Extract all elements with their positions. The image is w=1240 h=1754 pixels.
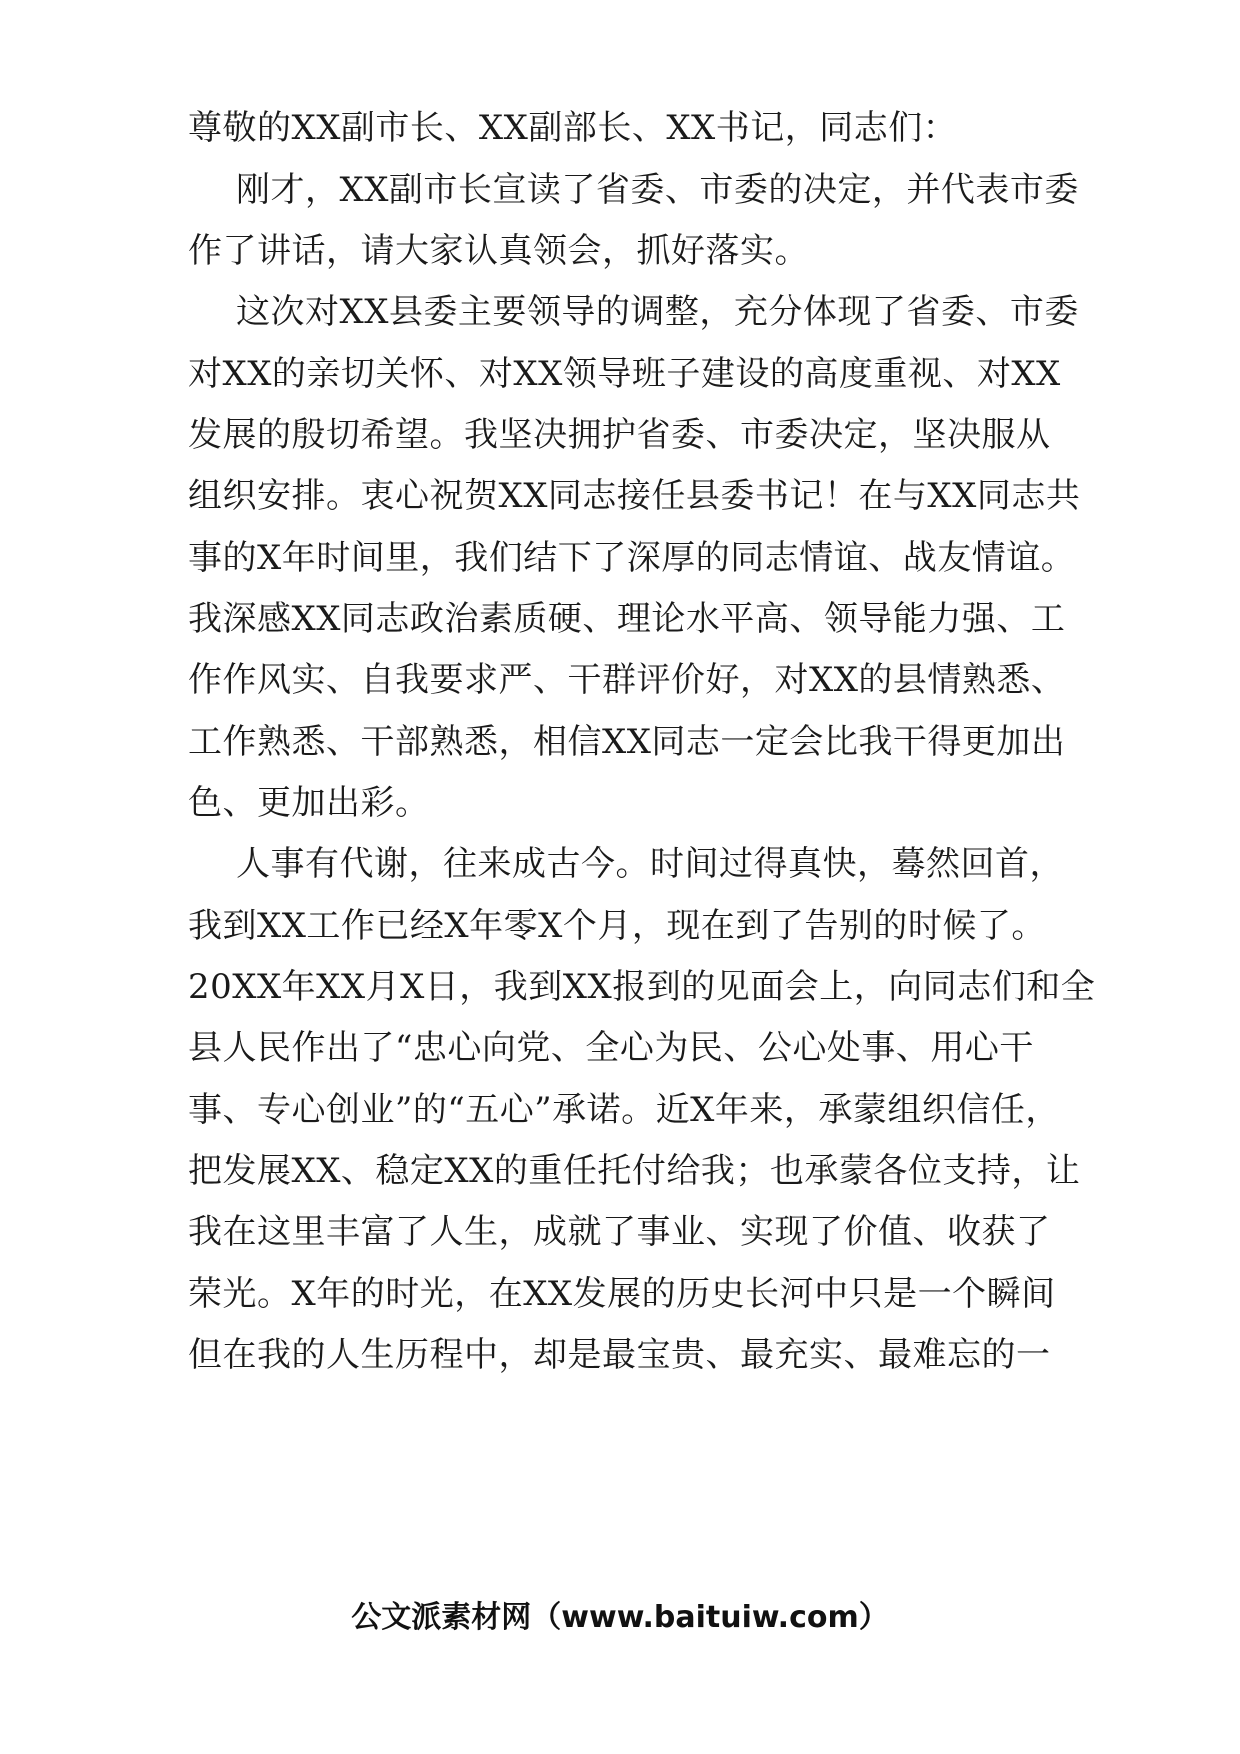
paragraph-line: 事的X年时间里，我们结下了深厚的同志情谊、战友情谊。 [188, 538, 1076, 578]
paragraph-line: 荣光。X年的时光，在XX发展的历史长河中只是一个瞬间 [188, 1274, 1056, 1314]
paragraph-line: 工作熟悉、干部熟悉，相信XX同志一定会比我干得更加出 [188, 722, 1066, 762]
paragraph-line: 20XX年XX月X日，我到XX报到的见面会上，向同志们和全 [188, 967, 1096, 1007]
paragraph-line: 我到XX工作已经X年零X个月，现在到了告别的时候了。 [188, 906, 1046, 946]
footer-watermark: 公文派素材网（www.baituiw.com） [351, 1600, 889, 1635]
paragraph-line: 我在这里丰富了人生，成就了事业、实现了价值、收获了 [188, 1212, 1051, 1252]
paragraph-line: 作作风实、自我要求严、干群评价好，对XX的县情熟悉、 [188, 660, 1066, 700]
paragraph-line: 我深感XX同志政治素质硬、理论水平高、领导能力强、工 [188, 599, 1066, 639]
paragraph-line: 事、专心创业”的“五心”承诺。近X年来，承蒙组织信任， [188, 1090, 1060, 1130]
paragraph-line: 作了讲话，请大家认真领会，抓好落实。 [188, 231, 809, 271]
salutation-line: 尊敬的XX副市长、XX副部长、XX书记，同志们： [188, 108, 958, 148]
paragraph-line: 对XX的亲切关怀、对XX领导班子建设的高度重视、对XX [188, 354, 1061, 394]
paragraph-line: 人事有代谢，往来成古今。时间过得真快，蓦然回首， [236, 844, 1064, 884]
paragraph-line: 县人民作出了“忠心向党、全心为民、公心处事、用心干 [188, 1028, 1034, 1068]
paragraph-line: 把发展XX、稳定XX的重任托付给我；也承蒙各位支持，让 [188, 1151, 1081, 1191]
paragraph-line: 组织安排。衷心祝贺XX同志接任县委书记！在与XX同志共 [188, 476, 1081, 516]
paragraph-line: 刚才，XX副市长宣读了省委、市委的决定，并代表市委 [236, 170, 1079, 210]
paragraph-line: 色、更加出彩。 [188, 783, 430, 823]
paragraph-line: 但在我的人生历程中，却是最宝贵、最充实、最难忘的一 [188, 1335, 1051, 1375]
paragraph-line: 这次对XX县委主要领导的调整，充分体现了省委、市委 [236, 292, 1079, 332]
paragraph-line: 发展的殷切希望。我坚决拥护省委、市委决定，坚决服从 [188, 415, 1051, 455]
